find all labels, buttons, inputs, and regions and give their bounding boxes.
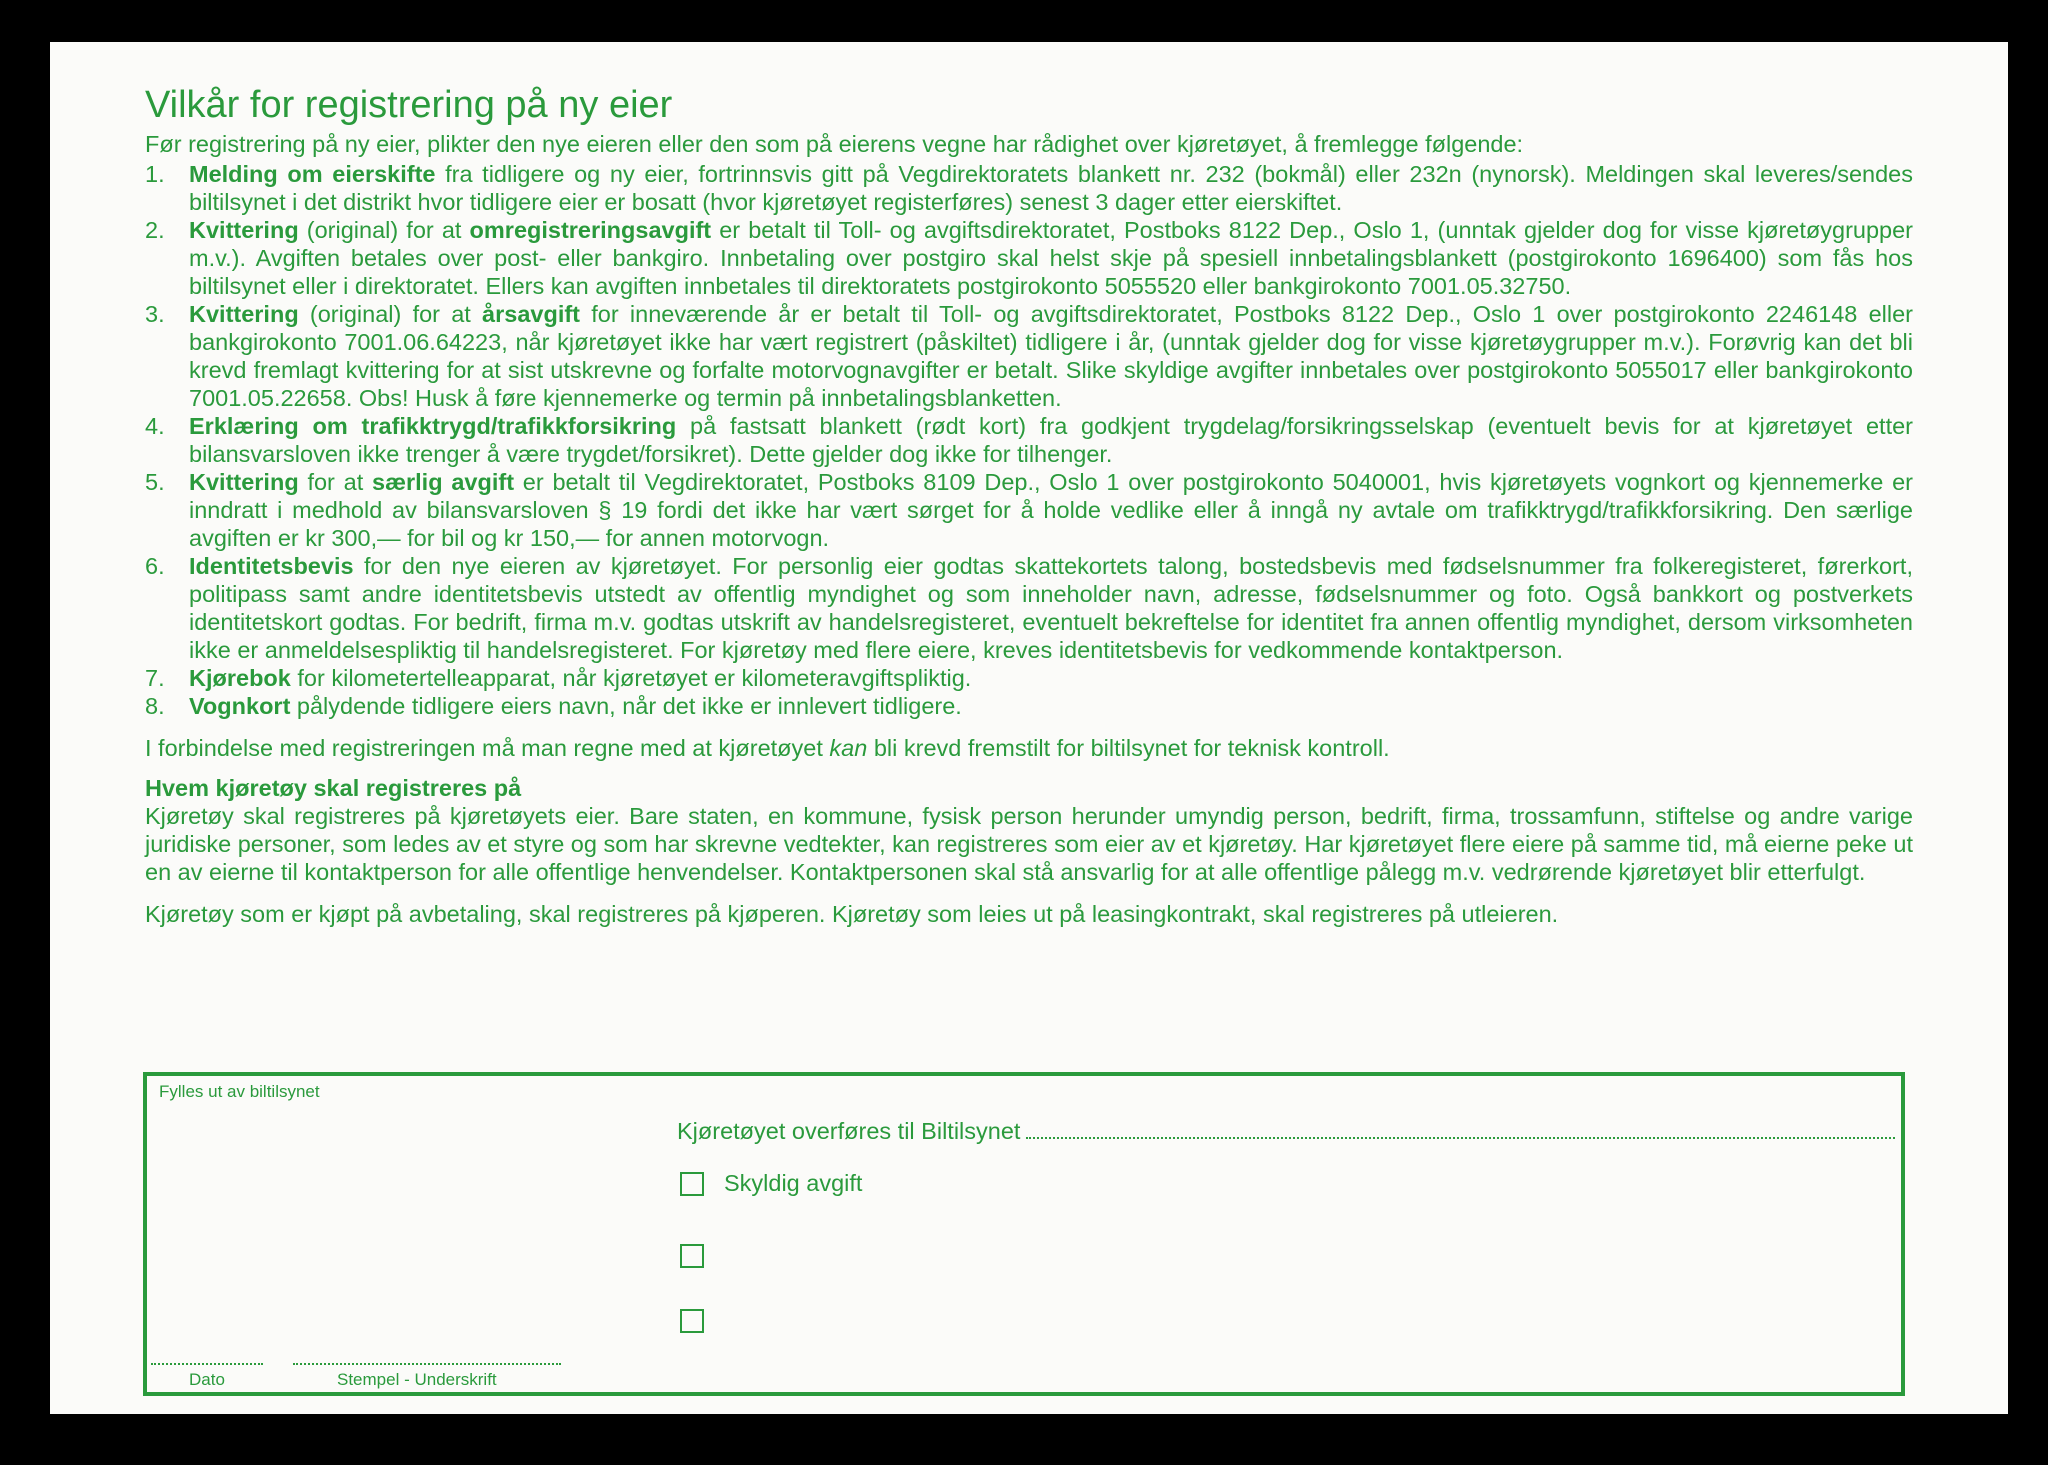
terms-section: [145, 82, 1913, 928]
item-emphasis: omregistreringsavgift: [469, 217, 712, 243]
item-text: for den nye eieren av kjøretøyet. For personlig eier godtas skattekortets talong, bostedsbevis med fødselsnummer fra folkeregisteret, førerkort, politipass samt andre identitetsbevis utstedt av offentlig myndighet og som inneholder navn, adresse, fødselsnummer og foto. Også bankkort og postverkets identitetskort godtas. For bedrift, firma m.v. godtas utskrift av handelsregisteret, eventuelt bekreftelse for identitet fra annen offentlig myndighet, dersom virksomheten ikke er anmeldelsespliktig til handelsregisteret. For kjøretøy med flere eiere, kreves identitetsbevis for vedkommende kontaktperson.: [189, 553, 1913, 663]
stamp-signature-line[interactable]: [293, 1363, 561, 1365]
item-number: 1.: [145, 161, 165, 187]
skyldig-avgift-checkbox[interactable]: [680, 1172, 704, 1196]
leasing-paragraph: Kjøretøy som er kjøpt på avbetaling, skal registreres på kjøperen. Kjøretøy som leies ut på leasingkontrakt, skal registreres på utleieren.: [145, 901, 1559, 927]
item-heading: Kvittering: [189, 301, 299, 327]
item-heading: Melding om eierskifte: [189, 161, 436, 187]
item-text: pålydende tidligere eiers navn, når det ikke er innlevert tidligere.: [290, 693, 962, 719]
date-label: Dato: [189, 1370, 225, 1389]
blank-checkbox[interactable]: [680, 1244, 704, 1268]
item-text: (original) for at: [298, 301, 483, 327]
date-line[interactable]: [151, 1363, 263, 1365]
checkbox-row-skyldig-avgift[interactable]: [680, 1170, 862, 1197]
transfer-field[interactable]: [677, 1118, 1895, 1145]
intro-text: Før registrering på ny eier, plikter den nye eieren eller den som på eierens vegne har rådighet over kjøretøyet, å fremlegge følgende:: [145, 131, 1524, 157]
section-heading: Hvem kjøretøy skal registreres på: [145, 775, 522, 801]
list-item: [145, 552, 1913, 664]
checkbox-row-blank-2[interactable]: [680, 1309, 704, 1333]
item-text: er betalt til Vegdirektoratet, Postboks 8109 Dep., Oslo 1 over postgirokonto 5040001, hvis kjøretøyets vognkort og kjennemerke er inndratt i medhold av bilansvarsloven § 19 fordi det ikke har vært sørget for å holde vedlike eller å inngå ny avtale om trafikktrygd/trafikkforsikring. Den særlige avgiften er kr 300,— for bil og kr 150,— for annen motorvogn.: [189, 469, 1913, 551]
requirements-list: [145, 160, 1913, 720]
transfer-dotted-line[interactable]: [1026, 1119, 1895, 1139]
item-number: 2.: [145, 217, 165, 243]
list-item: [145, 664, 1913, 692]
item-number: 3.: [145, 301, 165, 327]
item-number: 4.: [145, 413, 165, 439]
blank-checkbox[interactable]: [680, 1309, 704, 1333]
item-heading: Kvittering: [189, 469, 299, 495]
item-heading: Erklæring om trafikktrygd/trafikkforsikring: [189, 413, 677, 439]
list-item: [145, 468, 1913, 552]
list-item: [145, 160, 1913, 216]
list-item: [145, 692, 1913, 720]
item-text: fra tidligere og ny eier, fortrinnsvis gitt på Vegdirektoratets blankett nr. 232 (bokmål) eller 232n (nynorsk). Meldingen skal leveres/sendes biltilsynet i det distrikt hvor tidligere eier er bosatt (hvor kjøretøyet registerføres) senest 3 dager etter eierskiftet.: [189, 161, 1913, 215]
item-number: 6.: [145, 553, 165, 579]
transfer-label: Kjøretøyet overføres til Biltilsynet: [677, 1118, 1021, 1144]
item-emphasis: særlig avgift: [372, 469, 515, 495]
inspection-note: I forbindelse med registreringen må man regne med at kjøretøyet kan bli krevd fremstilt for biltilsynet for teknisk kontroll.: [145, 735, 1390, 761]
item-text: på fastsatt blankett (rødt kort) fra godkjent trygdelag/forsikringsselskap (eventuelt bevis for at kjøretøyet etter bilansvarsloven ikke trenger å være trygdet/forsikret). Dette gjelder dog ikke for tilhenger.: [189, 413, 1913, 467]
item-text: for kilometertelleapparat, når kjøretøyet er kilometeravgiftspliktig.: [290, 665, 972, 691]
item-heading: Identitetsbevis: [189, 553, 354, 579]
skyldig-avgift-label: Skyldig avgift: [724, 1170, 863, 1196]
item-number: 7.: [145, 665, 165, 691]
item-heading: Kvittering: [189, 217, 299, 243]
note-emphasis: kan: [829, 735, 868, 761]
stamp-signature-label: Stempel - Underskrift: [337, 1370, 497, 1389]
list-item: [145, 216, 1913, 300]
office-use-box: [143, 1072, 1905, 1396]
item-number: 8.: [145, 693, 165, 719]
list-item: [145, 412, 1913, 468]
item-text: er betalt til Toll- og avgiftsdirektoratet, Postboks 8122 Dep., Oslo 1, (unntak gjelder dog for visse kjøretøygrupper m.v.). Avgiften betales over post- eller bankgiro. Innbetaling over postgiro skal helst skje på spesiell innbetalingsblankett (postgirokonto 1696400) som fås hos biltilsynet eller i direktoratet. Ellers kan avgiften innbetales til direktoratets postgirokonto 5055520 eller bankgirokonto 7001.05.32750.: [189, 217, 1914, 299]
page-title: Vilkår for registrering på ny eier: [145, 84, 673, 126]
list-item: [145, 300, 1913, 412]
item-heading: Vognkort: [189, 693, 291, 719]
office-use-label: Fylles ut av biltilsynet: [159, 1082, 320, 1101]
item-text: (original) for at: [298, 217, 470, 243]
form-card: [50, 42, 2008, 1414]
item-heading: Kjørebok: [189, 665, 291, 691]
ownership-paragraph: Kjøretøy skal registreres på kjøretøyets eier. Bare staten, en kommune, fysisk person herunder umyndig person, bedrift, firma, trossamfunn, stiftelse og andre varige juridiske personer, som ledes av et styre og som har skrevne vedtekter, kan registreres som eier av et kjøretøy. Har kjøretøyet flere eiere på samme tid, må eierne peke ut en av eierne til kontaktperson for alle offentlige henvendelser. Kontaktpersonen skal stå ansvarlig for at alle offentlige pålegg m.v. vedrørende kjøretøyet blir etterfulgt.: [145, 803, 1913, 885]
item-emphasis: årsavgift: [482, 301, 581, 327]
item-text: for at: [298, 469, 373, 495]
item-text: for inneværende år er betalt til Toll- og avgiftsdirektoratet, Postboks 8122 Dep., Oslo 1 over postgirokonto 2246148 eller bankgirokonto 7001.06.64223, når kjøretøyet ikke har vært registrert (påskiltet) tidligere i år, (unntak gjelder dog for visse kjøretøygrupper m.v.). Forøvrig kan det bli krevd fremlagt kvittering for at sist utskrevne og forfalte motorvognavgifter er betalt. Slike skyldige avgifter innbetales over postgirokonto 5055017 eller bankgirokonto 7001.05.22658. Obs! Husk å føre kjennemerke og termin på innbetalingsblanketten.: [189, 301, 1913, 411]
checkbox-row-blank-1[interactable]: [680, 1244, 704, 1268]
item-number: 5.: [145, 469, 165, 495]
